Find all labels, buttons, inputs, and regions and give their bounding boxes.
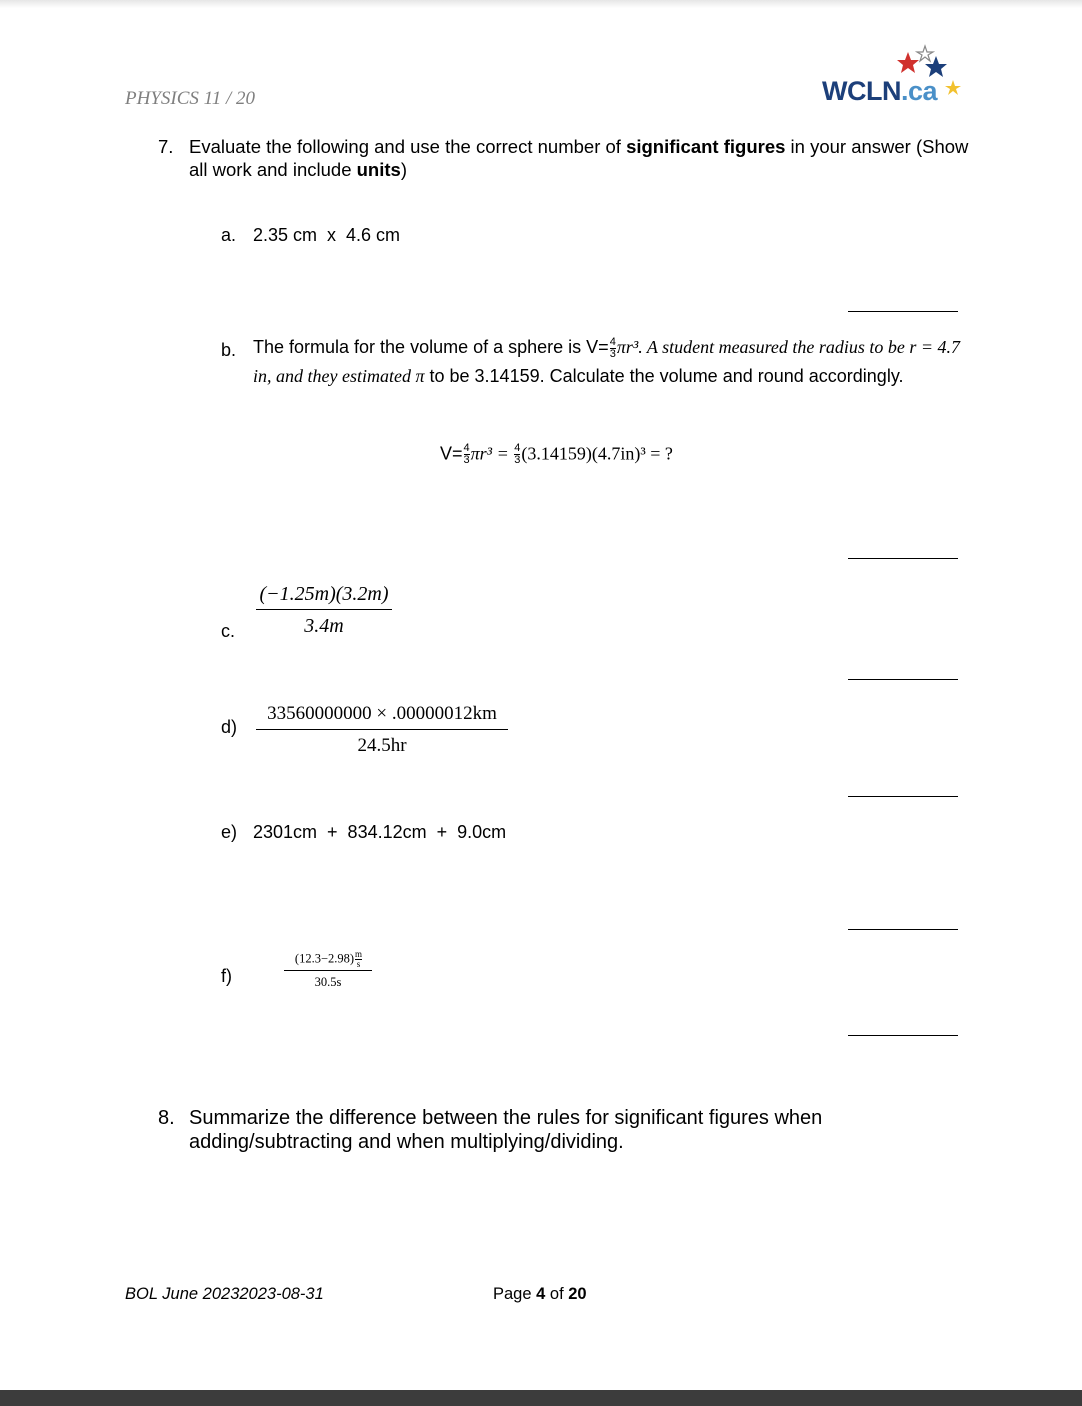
part-f-fraction — [284, 950, 374, 990]
question-number: 8. — [158, 1107, 175, 1129]
numerator: (12.3−2.98) $\frac{m}{s}$ — [294, 949, 363, 969]
fraction: $\frac{4}{3}$ — [609, 335, 616, 360]
part-b-label: b. — [221, 340, 237, 360]
denominator: 24.5hr — [256, 729, 508, 757]
part-e-expression: 2301cm + 834.12cm + 9.0cm — [253, 822, 507, 842]
page-number: Page 4 of 20 — [493, 1285, 587, 1303]
footer-date: BOL June 20232023-08-31 — [125, 1285, 324, 1303]
part-a-label: a. — [221, 225, 237, 245]
part-d-fraction — [256, 703, 508, 757]
numerator: (−1.25m)(3.2m) — [259, 583, 389, 605]
answer-line-c[interactable] — [848, 679, 958, 680]
denominator: 30.5s — [284, 970, 372, 990]
answer-line-f[interactable] — [848, 1035, 958, 1036]
question-7-prompt: Evaluate the following and use the correct number of significant figures in your answer (Show all work and include units) — [189, 136, 969, 180]
wcln-logo — [818, 40, 968, 110]
logo-wordmark: WCLN.ca — [822, 76, 938, 106]
course-header: PHYSICS 11 / 20 — [125, 88, 256, 109]
viewer-bottom-bar — [0, 1390, 1082, 1406]
part-e-label: e) — [221, 822, 238, 842]
part-c-fraction — [256, 583, 392, 638]
numerator: 33560000000 × .00000012km — [267, 703, 497, 724]
part-b-prompt: The formula for the volume of a sphere is V= $\frac{4}{3}$ πr³. A student measured the radius to be r = 4.7 in, and they estimated π to be 3.14159. Calculate the volume and round accordingly. — [253, 335, 961, 386]
part-d-label: d) — [221, 717, 238, 737]
part-f-label: f) — [221, 966, 232, 986]
part-a-expression: 2.35 cm x 4.6 cm — [253, 225, 401, 245]
answer-line-b[interactable] — [848, 558, 958, 559]
answer-line-a[interactable] — [848, 311, 958, 312]
top-shade — [0, 0, 1082, 8]
denominator: 3.4m — [256, 609, 392, 638]
answer-line-d[interactable] — [848, 796, 958, 797]
question-8-prompt: Summarize the difference between the rules for significant figures when adding/subtracting and when multiplying/dividing. — [189, 1107, 823, 1153]
question-number: 7. — [158, 136, 174, 157]
part-c-label: c. — [221, 621, 236, 641]
answer-line-e[interactable] — [848, 929, 958, 930]
part-b-equation: V= $\frac{4}{3}$ πr³ = $\frac{4}{3}$ (3.14159)(4.7in)³ = ? — [440, 442, 673, 466]
